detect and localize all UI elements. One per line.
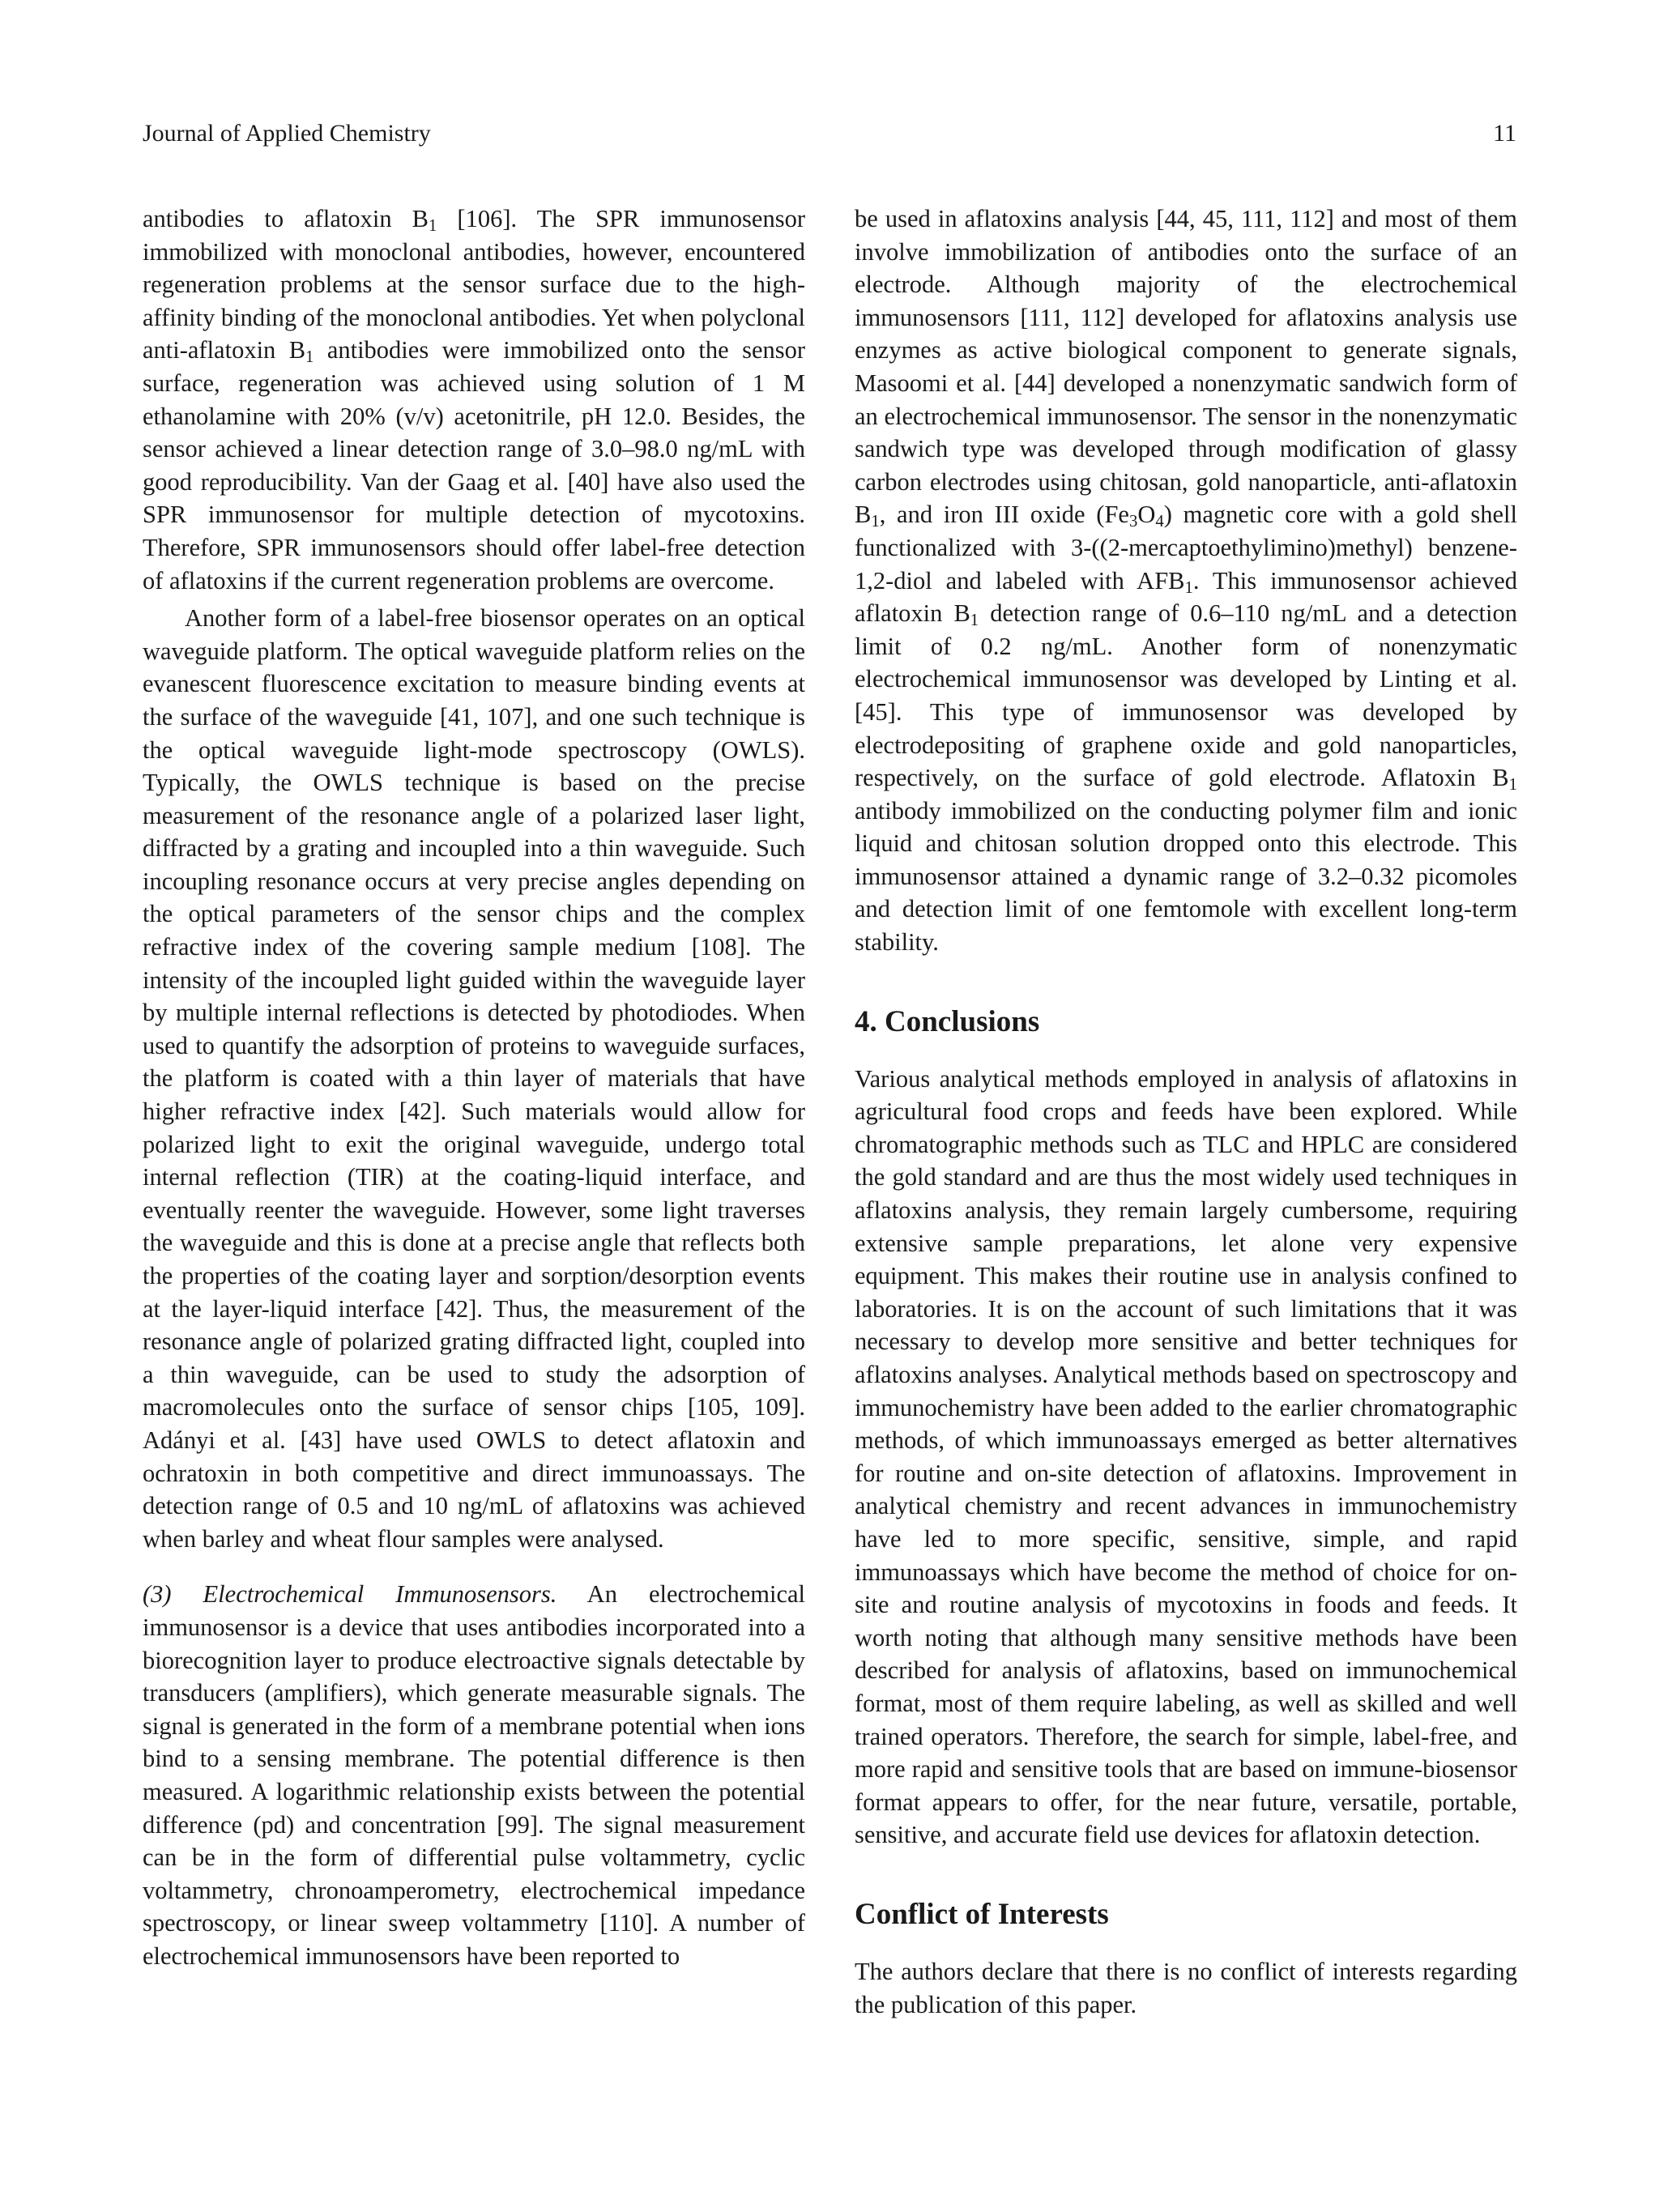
subsection-heading: (3) Electrochemical Immunosensors. (143, 1580, 557, 1609)
paragraph-spr-regeneration: antibodies to aflatoxin $B_1$ [106]. The SPR immunosensor immobilized with monoclonal antibodies, however, encountered regeneration problems at the sensor surface due to the high-affinity binding of the monoclonal antibodies. Yet when polyclonal anti-aflatoxin $B_1$ antibodies were immobilized onto the sensor surface, regeneration was achieved using solution of 1 M ethanolamine with 20% (v/v) acetonitrile, pH 12.0. Besides, the sensor achieved a linear detection range of 3.0–98.0 ng/mL with good reproducibility. Van der Gaag et al. [40] have also used the SPR immunosensor for multiple detection of mycotoxins. Therefore, SPR immunosensors should offer label-free detection of aflatoxins if the current regeneration problems are overcome. (143, 205, 806, 595)
paragraph-conflict-of-interests: The authors declare that there is no conflict of interests regarding the publication of this paper. (855, 1957, 1517, 2018)
right-column (855, 202, 1517, 2021)
left-column (143, 202, 805, 1972)
page-number: 11 (1493, 120, 1516, 147)
running-header (143, 120, 1516, 152)
paragraph-conclusions: Various analytical methods employed in analysis of aflatoxins in agricultural food crops and feeds have been explored. While chromatographic methods such as TLC and HPLC are considered the gold standard and are thus the most widely used techniques in aflatoxins analysis, they remain largely cumbersome, requiring extensive sample preparations, let alone very expensive equipment. This makes their routine use in analysis confined to laboratories. It is on the account of such limitations that it was necessary to develop more sensitive and better techniques for aflatoxins analyses. Analytical methods based on spectroscopy and immunochemistry have been added to the earlier chromatographic methods, of which immunoassays emerged as better alternatives for routine and on-site detection of aflatoxins. Improvement in analytical chemistry and recent advances in immunochemistry have led to more specific, sensitive, simple, and rapid immunoassays which have become the method of choice for on-site and routine analysis of mycotoxins in foods and feeds. It worth noting that although many sensitive methods have been described for analysis of aflatoxins, based on immunochemical format, most of them require labeling, as well as skilled and well trained operators. Therefore, the search for simple, label-free, and more rapid and sensitive tools that are based on immune-biosensor format appears to offer, for the near future, versatile, portable, sensitive, and accurate field use devices for aflatoxin detection. (855, 1064, 1517, 1849)
section-heading-conclusions: 4. Conclusions (855, 1004, 1040, 1038)
paragraph-electrochemical-methods: be used in aflatoxins analysis [44, 45, 111, 112] and most of them involve immobilization of antibodies onto the surface of an electrode. Although majority of the electrochemical immunosensors [111, 112] developed for aflatoxins analysis use enzymes as active biological component to generate signals, Masoomi et al. [44] developed a nonenzymatic sandwich form of an electrochemical immunosensor. The sensor in the nonenzymatic sandwich type was developed through modification of glassy carbon electrodes using chitosan, gold nanoparticle, anti-aflatoxin $B_1$, and iron III oxide $(Fe_3O_4)$ magnetic core with a gold shell functionalized with 3-((2-mercaptoethylimino)methyl) benzene-1,2-diol and labeled with $AFB_1$. This immunosensor achieved aflatoxin $B_1$ detection range of 0.6–110 ng/mL and a detection limit of 0.2 ng/mL. Another form of nonenzymatic electrochemical immunosensor was developed by Linting et al. [45]. This type of immunosensor was developed by electrodepositing of graphene oxide and gold nanoparticles, respectively, on the surface of gold electrode. Aflatoxin $B_1$ antibody immobilized on the conducting polymer film and ionic liquid and chitosan solution dropped onto this electrode. This immunosensor attained a dynamic range of 3.2–0.32 picomoles and detection limit of one femtomole with excellent long-term stability. (855, 205, 1517, 957)
paragraph-optical-waveguide: Another form of a label-free biosensor operates on an optical waveguide platform. The optical waveguide platform relies on the evanescent fluorescence excitation to measure binding events at the surface of the waveguide [41, 107], and one such technique is the optical waveguide light-mode spectroscopy (OWLS). Typically, the OWLS technique is based on the precise measurement of the resonance angle of a polarized laser light, diffracted by a grating and incoupled into a thin waveguide. Such incoupling resonance occurs at very precise angles depending on the optical parameters of the sensor chips and the complex refractive index of the covering sample medium [108]. The intensity of the incoupled light guided within the waveguide layer by multiple internal reflections is detected by photodiodes. When used to quantify the adsorption of proteins to waveguide surfaces, the platform is coated with a thin layer of materials that have higher refractive index [42]. Such materials would allow for polarized light to exit the original waveguide, undergo total internal reflection (TIR) at the coating-liquid interface, and eventually reenter the waveguide. However, some light traverses the waveguide and this is done at a precise angle that reflects both the properties of the coating layer and sorption/desorption events at the layer-liquid interface [42]. Thus, the measurement of the resonance angle of polarized grating diffracted light, coupled into a thin waveguide, can be used to study the adsorption of macromolecules onto the surface of sensor chips [105, 109]. Adányi et al. [43] have used OWLS to detect aflatoxin and ochratoxin in both competitive and direct immunoassays. The detection range of 0.5 and 10 ng/mL of aflatoxins was achieved when barley and wheat flour samples were analysed. (143, 604, 805, 1553)
journal-title: Journal of Applied Chemistry (143, 120, 431, 147)
section-heading-conflict-of-interests: Conflict of Interests (855, 1897, 1109, 1931)
paragraph-electrochemical-immunosensors: (3) Electrochemical Immunosensors. An electrochemical immunosensor is a device that uses antibodies incorporated into a biorecognition layer to produce electroactive signals detectable by transducers (amplifiers), which generate measurable signals. The signal is generated in the form of a membrane potential when ions bind to a sensing membrane. The potential difference is then measured. A logarithmic relationship exists between the potential difference (pd) and concentration [99]. The signal measurement can be in the form of differential pulse voltammetry, cyclic voltammetry, chronoamperometry, electrochemical impedance spectroscopy, or linear sweep voltammetry [110]. A number of electrochemical immunosensors have been reported to (143, 1580, 805, 1970)
